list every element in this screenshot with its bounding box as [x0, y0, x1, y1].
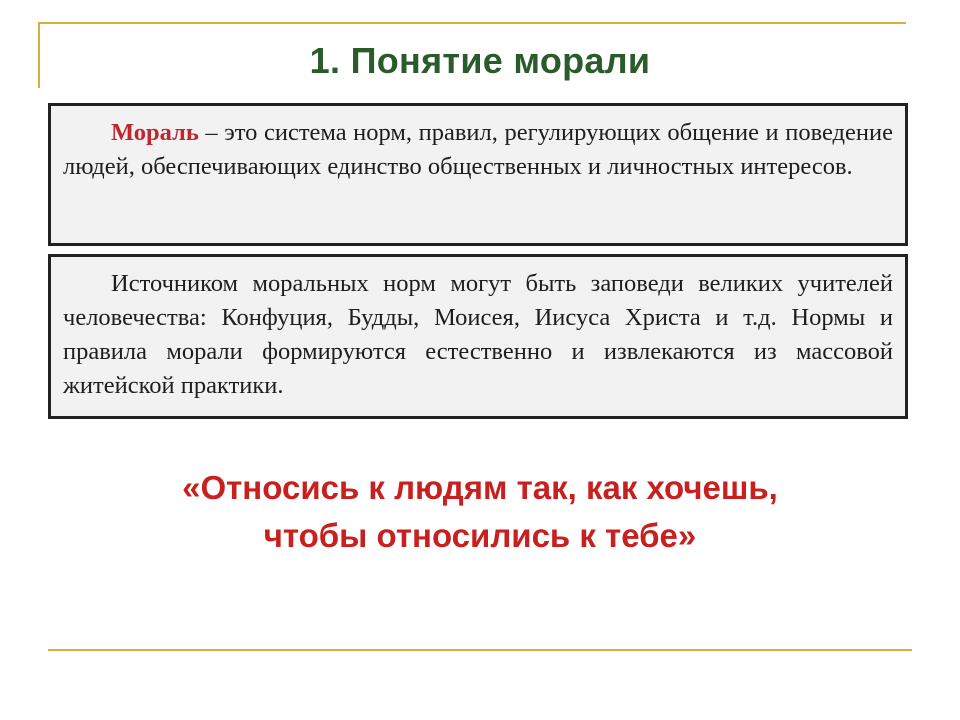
definition-text: – это система норм, правил, регулирующих общение и поведение людей, обеспечивающих единство общественных и личностных интересов.	[63, 119, 893, 180]
sources-box	[48, 254, 908, 419]
definition-term: Мораль	[111, 119, 199, 146]
bottom-decor-line	[48, 649, 912, 651]
quote-line-1: «Относись к людям так, как хочешь,	[182, 469, 778, 506]
sources-text: Источником моральных норм могут быть заповеди великих учителей человечества: Конфуция, Будды, Моисея, Иисуса Христа и т.д. Нормы и правила морали формируются естественно и извлекаются из массовой житейской практики.	[63, 270, 893, 399]
top-decor-line	[40, 22, 906, 24]
quote-line-2: чтобы относились к тебе»	[263, 517, 697, 554]
slide-title: 1. Понятие морали	[309, 40, 651, 81]
golden-rule-quote	[0, 464, 960, 560]
definition-box	[48, 103, 908, 246]
